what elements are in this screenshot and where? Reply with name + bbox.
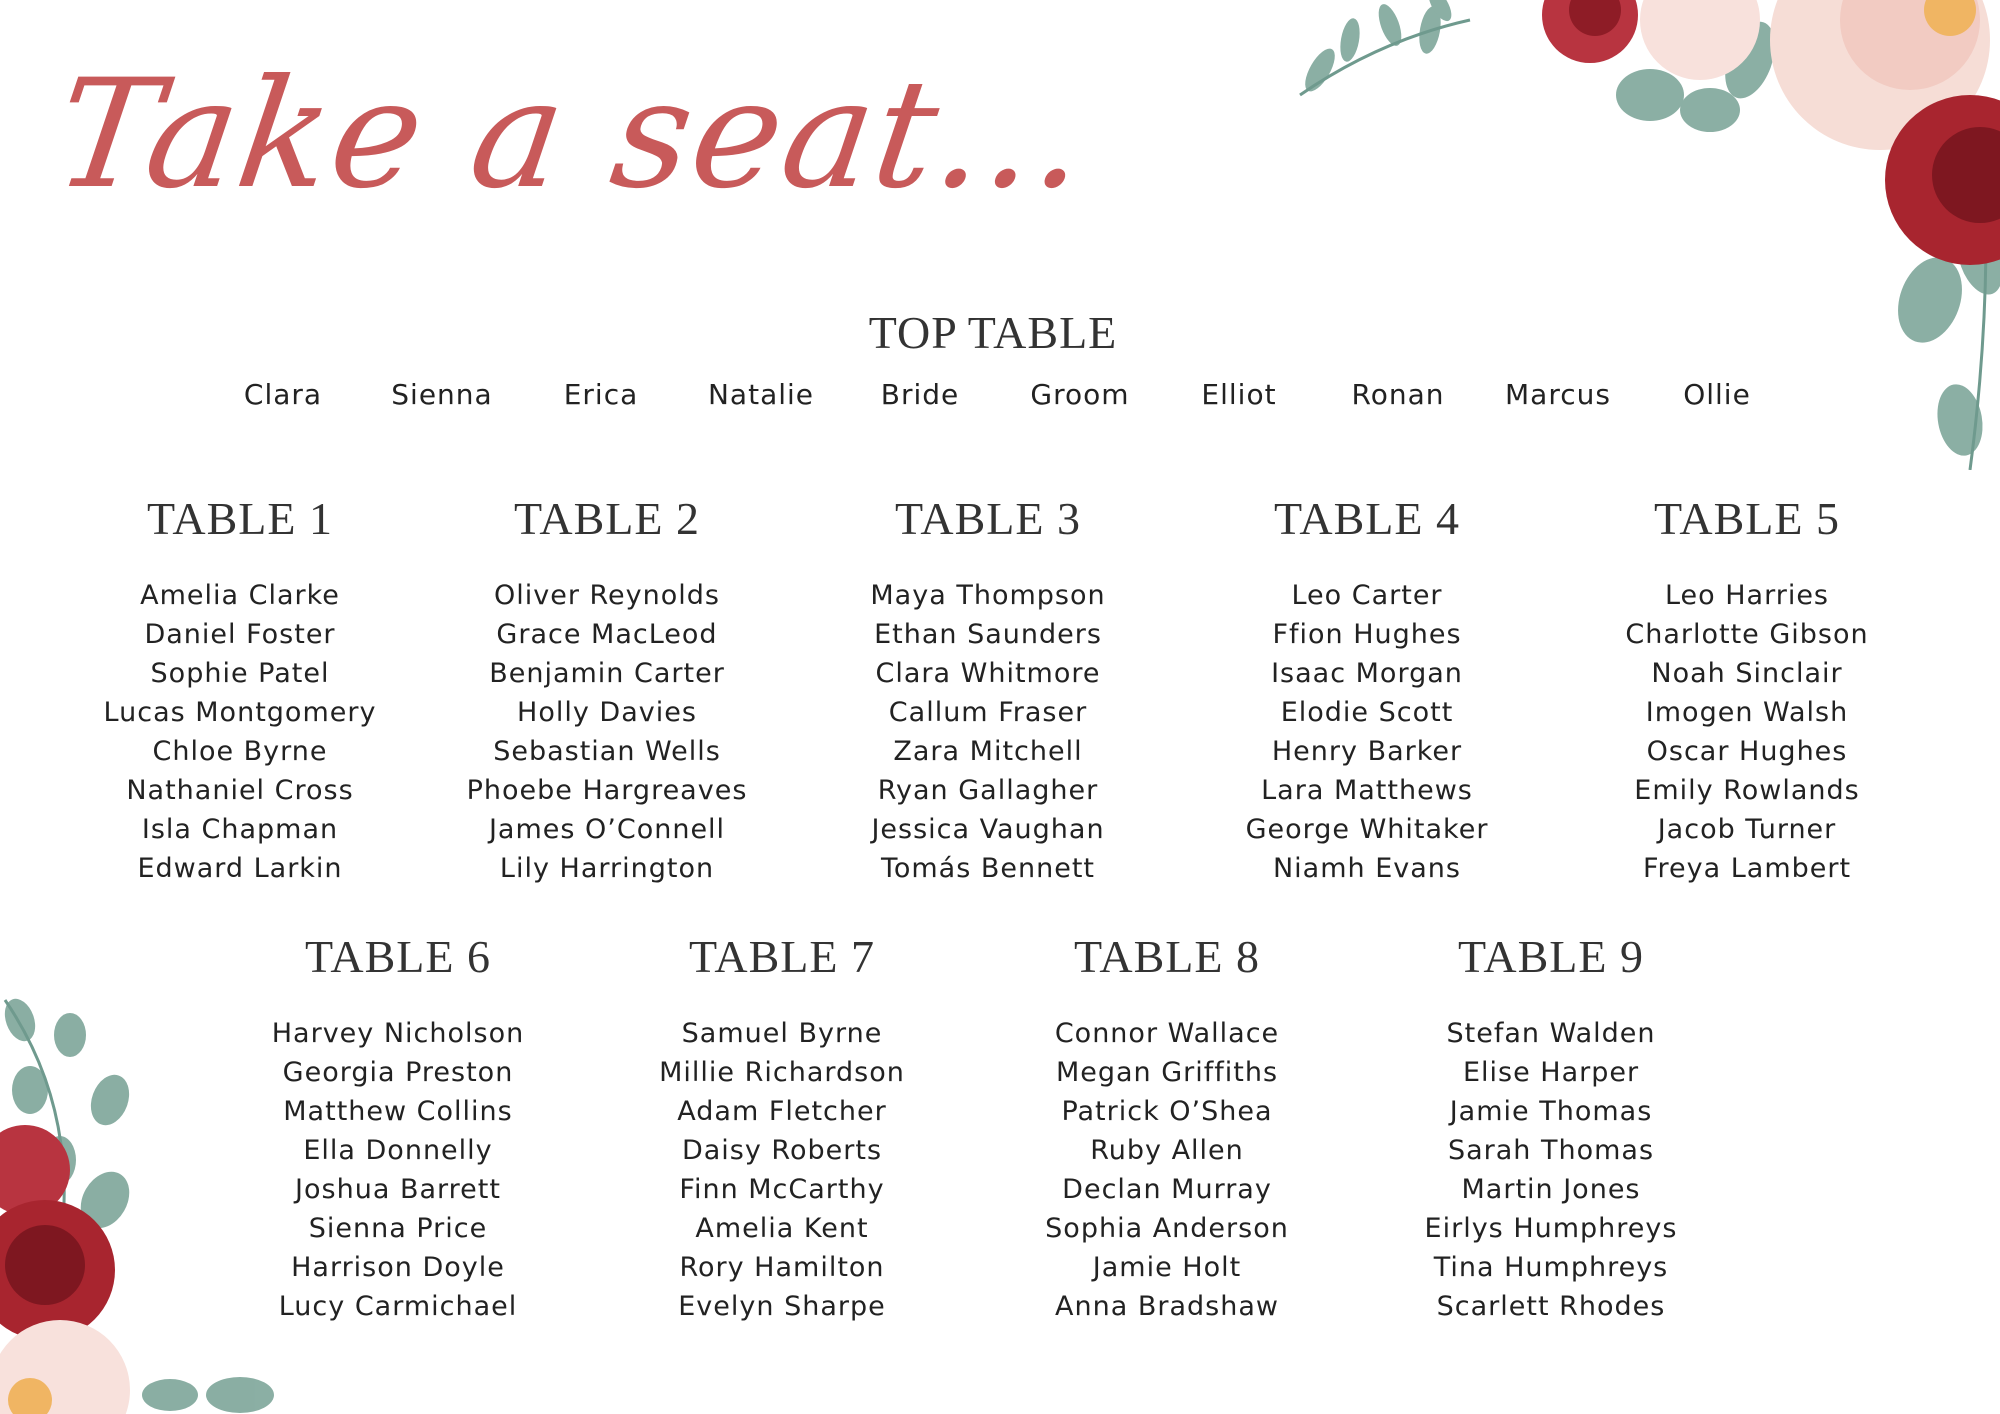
table-heading: TABLE 2 xyxy=(513,493,700,544)
guest-name: Henry Barker xyxy=(1271,736,1463,767)
guest-name: Matthew Collins xyxy=(283,1096,513,1127)
guest-name: George Whitaker xyxy=(1245,814,1489,845)
guest-name: Ryan Gallagher xyxy=(877,775,1099,806)
table-heading: TABLE 4 xyxy=(1273,493,1460,544)
guest-name: Phoebe Hargreaves xyxy=(466,775,748,806)
guest-name: Benjamin Carter xyxy=(489,658,725,689)
guest-name: Tomás Bennett xyxy=(880,853,1096,884)
guest-name: Jacob Turner xyxy=(1657,814,1837,845)
guest-name: Jessica Vaughan xyxy=(871,814,1105,845)
guest-name: Georgia Preston xyxy=(282,1057,514,1088)
guest-name: Declan Murray xyxy=(1062,1174,1272,1205)
guest-name: Ethan Saunders xyxy=(874,619,1102,650)
guest-list xyxy=(977,1014,1357,1326)
guest-name: Grace MacLeod xyxy=(496,619,718,650)
guest-name: Finn McCarthy xyxy=(679,1174,885,1205)
top-table-name: Clara xyxy=(243,378,323,411)
guest-name: Eirlys Humphreys xyxy=(1424,1213,1678,1244)
guest-name: Jamie Thomas xyxy=(1449,1096,1653,1127)
guest-name: Isla Chapman xyxy=(141,814,339,845)
top-table-name: Ollie xyxy=(1683,378,1751,411)
top-table-name: Ronan xyxy=(1351,378,1445,411)
guest-name: Stefan Walden xyxy=(1446,1018,1656,1049)
guest-name: Martin Jones xyxy=(1461,1174,1641,1205)
guest-name: Chloe Byrne xyxy=(152,736,328,767)
guest-name: Leo Carter xyxy=(1291,580,1443,611)
guest-name: Joshua Barrett xyxy=(295,1174,501,1205)
guest-name: Amelia Kent xyxy=(695,1213,869,1244)
guest-name: Imogen Walsh xyxy=(1645,697,1849,728)
guest-name: Callum Fraser xyxy=(888,697,1088,728)
guest-name: Freya Lambert xyxy=(1642,853,1852,884)
guest-name: Daniel Foster xyxy=(144,619,336,650)
guest-name: Oscar Hughes xyxy=(1646,736,1848,767)
guest-name: Leo Harries xyxy=(1664,580,1830,611)
guest-name: Isaac Morgan xyxy=(1271,658,1463,689)
guest-name: Connor Wallace xyxy=(1054,1018,1280,1049)
guest-name: Harrison Doyle xyxy=(291,1252,505,1283)
guest-list xyxy=(1557,576,1937,888)
guest-name: Amelia Clarke xyxy=(140,580,340,611)
guest-name: Anna Bradshaw xyxy=(1055,1291,1279,1322)
guest-name: Tina Humphreys xyxy=(1433,1252,1669,1283)
guest-name: Nathaniel Cross xyxy=(126,775,354,806)
top-table-name: Erica xyxy=(563,378,639,411)
top-table-name: Bride xyxy=(880,378,960,411)
guest-name: Maya Thompson xyxy=(870,580,1106,611)
guest-name: Charlotte Gibson xyxy=(1625,619,1869,650)
guest-name: Ella Donnelly xyxy=(303,1135,493,1166)
guest-list xyxy=(1361,1014,1741,1326)
guest-name: Scarlett Rhodes xyxy=(1436,1291,1666,1322)
table-heading: TABLE 7 xyxy=(688,931,875,982)
guest-name: Sophie Patel xyxy=(150,658,330,689)
table-heading: TABLE 8 xyxy=(1073,931,1260,982)
guest-name: Sophia Anderson xyxy=(1045,1213,1289,1244)
guest-list xyxy=(208,1014,588,1326)
guest-name: Niamh Evans xyxy=(1272,853,1461,884)
guest-name: Noah Sinclair xyxy=(1651,658,1843,689)
table-heading: TABLE 3 xyxy=(894,493,1081,544)
guest-name: Clara Whitmore xyxy=(875,658,1101,689)
top-table-name: Natalie xyxy=(707,378,815,411)
guest-name: Harvey Nicholson xyxy=(271,1018,525,1049)
guest-name: Samuel Byrne xyxy=(681,1018,883,1049)
top-table-name: Marcus xyxy=(1505,378,1611,411)
guest-name: Sebastian Wells xyxy=(493,736,721,767)
guest-name: Sarah Thomas xyxy=(1447,1135,1655,1166)
guest-name: Lucy Carmichael xyxy=(278,1291,518,1322)
guest-name: Lily Harrington xyxy=(499,853,715,884)
guest-name: Holly Davies xyxy=(517,697,697,728)
top-table-names xyxy=(0,378,2000,418)
guest-list xyxy=(798,576,1178,888)
guest-name: Ffion Hughes xyxy=(1272,619,1462,650)
guest-name: Adam Fletcher xyxy=(677,1096,887,1127)
guest-name: Megan Griffiths xyxy=(1055,1057,1279,1088)
top-table-heading: TOP TABLE xyxy=(868,307,1118,358)
guest-name: Jamie Holt xyxy=(1092,1252,1242,1283)
guest-name: Evelyn Sharpe xyxy=(678,1291,886,1322)
guest-name: Edward Larkin xyxy=(137,853,343,884)
guest-list xyxy=(592,1014,972,1326)
guest-list xyxy=(1177,576,1557,888)
guest-name: Elise Harper xyxy=(1462,1057,1640,1088)
guest-name: Rory Hamilton xyxy=(679,1252,885,1283)
guest-name: Oliver Reynolds xyxy=(493,580,720,611)
table-heading: TABLE 5 xyxy=(1653,493,1840,544)
top-table-name: Groom xyxy=(1030,378,1130,411)
guest-name: James O’Connell xyxy=(488,814,726,845)
top-table-name: Elliot xyxy=(1201,378,1277,411)
top-table-name: Sienna xyxy=(391,378,493,411)
guest-name: Sienna Price xyxy=(308,1213,488,1244)
guest-name: Millie Richardson xyxy=(659,1057,905,1088)
guest-list xyxy=(417,576,797,888)
guest-name: Patrick O’Shea xyxy=(1061,1096,1273,1127)
table-heading: TABLE 9 xyxy=(1457,931,1644,982)
guest-list xyxy=(50,576,430,888)
guest-name: Elodie Scott xyxy=(1280,697,1454,728)
guest-name: Ruby Allen xyxy=(1090,1135,1244,1166)
guest-name: Zara Mitchell xyxy=(893,736,1083,767)
page-title: Take a seat... xyxy=(45,48,1100,222)
table-heading: TABLE 1 xyxy=(146,493,333,544)
guest-name: Emily Rowlands xyxy=(1634,775,1860,806)
guest-name: Lucas Montgomery xyxy=(103,697,377,728)
guest-name: Daisy Roberts xyxy=(681,1135,883,1166)
table-heading: TABLE 6 xyxy=(304,931,491,982)
guest-name: Lara Matthews xyxy=(1261,775,1473,806)
